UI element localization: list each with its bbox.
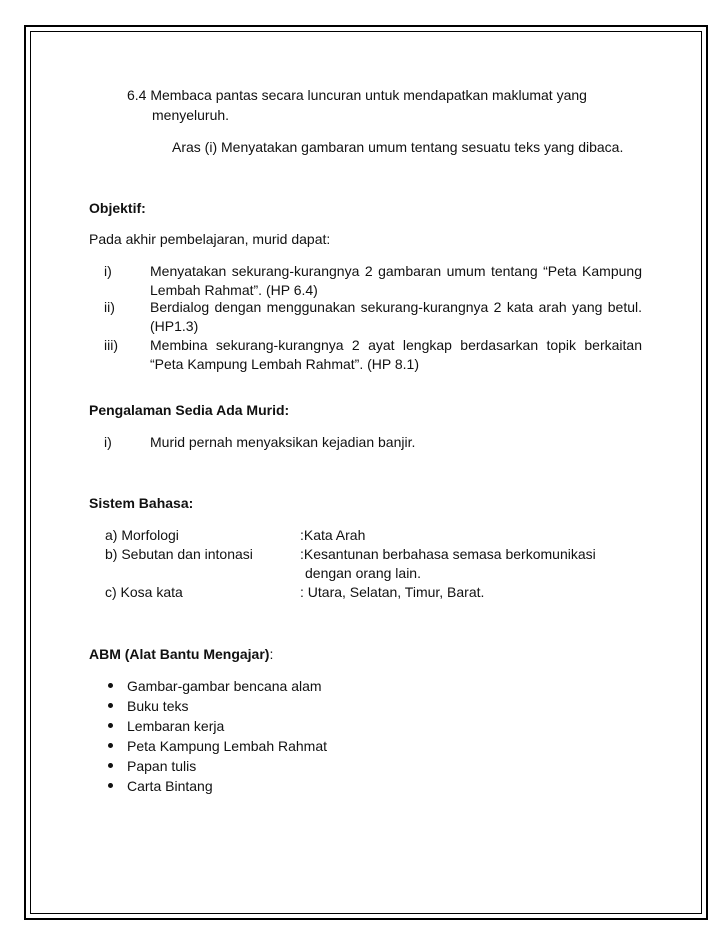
objektif-item-line-1: Berdialog dengan menggunakan sekurang-kurangnya 2 kata arah yang betul.: [150, 299, 642, 315]
sistem-item-label: b) Sebutan dan intonasi: [105, 546, 253, 562]
abm-list-item: Papan tulis: [127, 758, 197, 774]
sistem-heading: Sistem Bahasa:: [89, 495, 194, 511]
pengalaman-item-text: Murid pernah menyaksikan kejadian banjir.: [150, 434, 416, 450]
sistem-item-value: :Kata Arah: [300, 527, 366, 543]
bullet-icon: [108, 723, 113, 728]
sistem-item-value: :Kesantunan berbahasa semasa berkomunikasi: [300, 546, 596, 562]
objektif-heading: Objektif:: [89, 200, 146, 216]
objektif-item-num: i): [104, 263, 112, 279]
abm-heading-line: [89, 645, 273, 663]
bullet-icon: [108, 743, 113, 748]
bullet-icon: [108, 763, 113, 768]
sistem-item-label: c) Kosa kata: [105, 584, 183, 600]
standard-line-1: 6.4 Membaca pantas secara luncuran untuk mendapatkan maklumat yang: [127, 87, 587, 103]
standard-aras: Aras (i) Menyatakan gambaran umum tentang sesuatu teks yang dibaca.: [172, 139, 624, 155]
objektif-intro: Pada akhir pembelajaran, murid dapat:: [89, 231, 331, 247]
objektif-item-line-1: Menyatakan sekurang-kurangnya 2 gambaran umum tentang “Peta Kampung: [150, 263, 642, 279]
abm-list-item: Lembaran kerja: [127, 718, 225, 734]
objektif-item-num: iii): [104, 337, 118, 353]
bullet-icon: [108, 703, 113, 708]
sistem-item-value-continued: dengan orang lain.: [305, 565, 421, 581]
objektif-item-line-1: Membina sekurang-kurangnya 2 ayat lengkap berdasarkan topik berkaitan: [150, 337, 642, 353]
bullet-icon: [108, 683, 113, 688]
pengalaman-item-num: i): [104, 434, 112, 450]
sistem-item-value: : Utara, Selatan, Timur, Barat.: [300, 584, 485, 600]
objektif-item-line-2: Lembah Rahmat”. (HP 6.4): [150, 282, 318, 298]
abm-list-item: Peta Kampung Lembah Rahmat: [127, 738, 328, 754]
objektif-item-line-2: (HP1.3): [150, 318, 199, 334]
abm-list-item: Buku teks: [127, 698, 189, 714]
bullet-icon: [108, 783, 113, 788]
abm-list-item: Gambar-gambar bencana alam: [127, 678, 322, 694]
pengalaman-heading: Pengalaman Sedia Ada Murid:: [89, 402, 290, 418]
abm-heading: ABM (Alat Bantu Mengajar): [89, 646, 270, 662]
abm-heading-colon: :: [269, 646, 274, 662]
objektif-item-num: ii): [104, 299, 115, 315]
standard-line-2: menyeluruh.: [152, 107, 230, 123]
abm-list-item: Carta Bintang: [127, 778, 213, 794]
objektif-item-line-2: “Peta Kampung Lembah Rahmat”. (HP 8.1): [150, 356, 419, 372]
sistem-item-label: a) Morfologi: [105, 527, 179, 543]
